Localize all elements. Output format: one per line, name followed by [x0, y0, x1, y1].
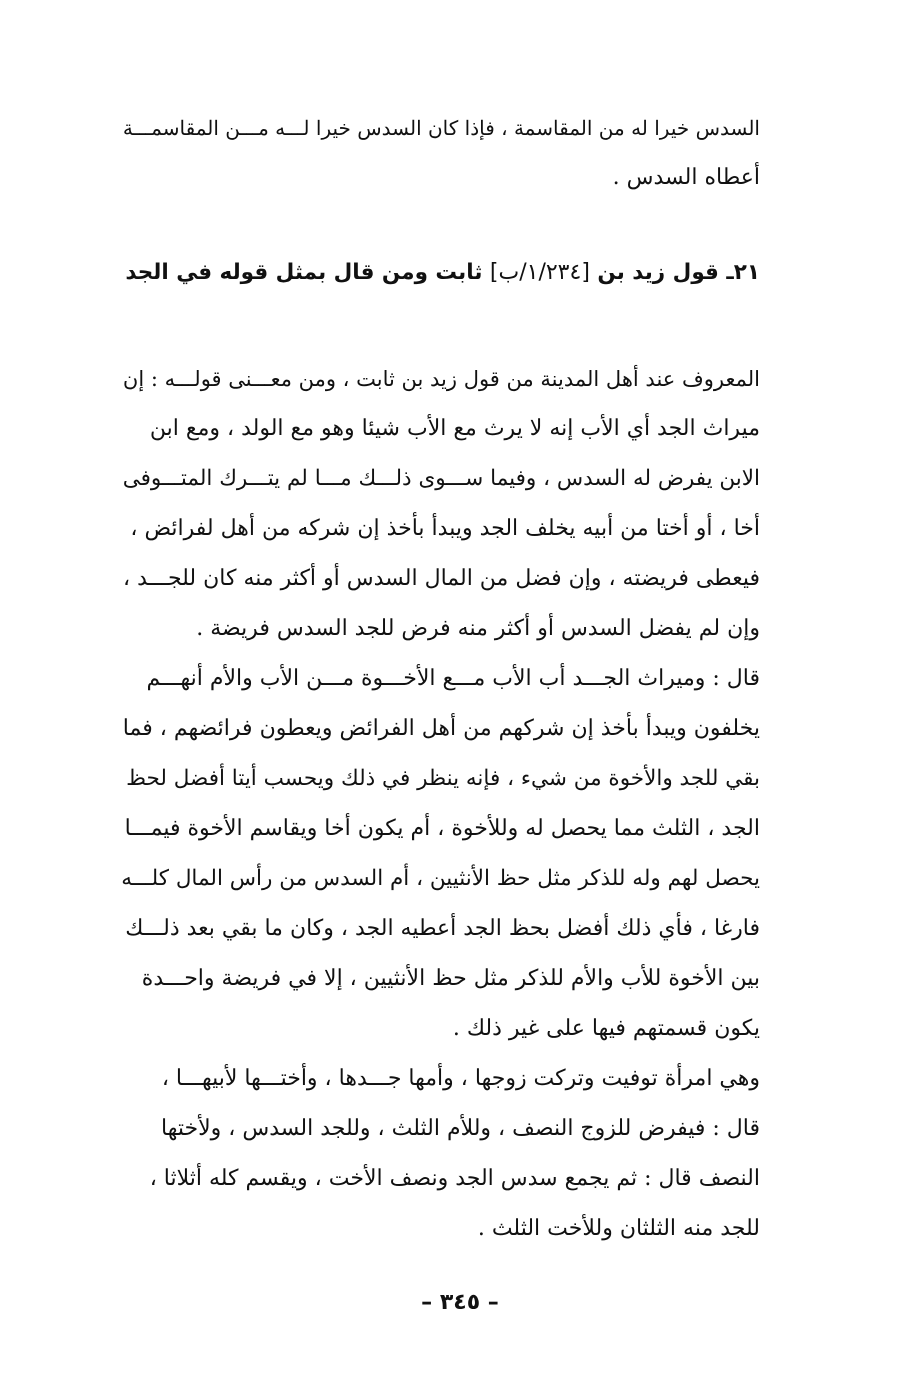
text-line: الابن يفرض له السدس ، وفيما ســـوى ذلـــك مـــا لم يتـــرك المتـــوفى	[122, 466, 760, 491]
text-line: قال : وميراث الجـــد أب الأب مـــع الأخـــوة مـــن الأب والأم أنهـــم	[146, 666, 760, 691]
text-line: النصف قال : ثم يجمع سدس الجد ونصف الأخت ، ويقسم كله أثلاثا ،	[149, 1166, 760, 1191]
heading-reference: [١/٢٣٤/ب]	[489, 260, 590, 285]
text-line: للجد منه الثلثان وللأخت الثلث .	[477, 1216, 760, 1241]
heading-title-end: ثابت ومن قال بمثل قوله في الجد	[125, 260, 483, 285]
text-line: يكون قسمتهم فيها على غير ذلك .	[452, 1016, 760, 1041]
section-heading	[120, 246, 760, 300]
text-line: يحصل لهم وله للذكر مثل حظ الأنثيين ، أم السدس من رأس المال كلـــه	[121, 866, 760, 891]
text-line: السدس خيرا له من المقاسمة ، فإذا كان السدس خيرا لـــه مـــن المقاسمـــة	[122, 116, 760, 140]
text-line: وهي امرأة توفيت وتركت زوجها ، وأمها جـــدها ، وأختـــها لأبيهـــا ،	[161, 1066, 760, 1091]
page-number: – ٣٤٥ –	[421, 1290, 499, 1315]
text-line: الجد ، الثلث مما يحصل له وللأخوة ، أم يكون أخا ويقاسم الأخوة فيمـــا	[124, 816, 760, 841]
heading-number: ٢١ـ	[726, 260, 760, 285]
text-line: فارغا ، فأي ذلك أفضل بحظ الجد أعطيه الجد ، وكان ما بقي بعد ذلـــك	[125, 916, 760, 941]
text-line: بقي للجد والأخوة من شيء ، فإنه ينظر في ذلك ويحسب أيتا أفضل لحظ	[126, 766, 760, 791]
text-line: فيعطى فريضته ، وإن فضل من المال السدس أو أكثر منه كان للجـــد ،	[122, 566, 760, 591]
text-line: المعروف عند أهل المدينة من قول زيد بن ثابت ، ومن معـــنى قولـــه : إن	[122, 367, 760, 391]
heading-title-start: قول زيد بن	[597, 260, 719, 285]
text-line: يخلفون ويبدأ بأخذ إن شركهم من أهل الفرائض ويعطون فرائضهم ، فما	[122, 716, 760, 741]
text-line: وإن لم يفضل السدس أو أكثر منه فرض للجد السدس فريضة .	[196, 616, 760, 641]
text-line: قال : فيفرض للزوج النصف ، وللأم الثلث ، وللجد السدس ، ولأختها	[161, 1116, 760, 1141]
text-line: ميراث الجد أي الأب إنه لا يرث مع الأب شيئا وهو مع الولد ، ومع ابن	[149, 416, 760, 441]
text-line: أعطاه السدس .	[612, 165, 760, 190]
text-line: أخا ، أو أختا من أبيه يخلف الجد ويبدأ بأخذ إن شركه من أهل لفرائض ،	[130, 516, 760, 541]
intro-paragraph	[120, 103, 760, 203]
text-line: بين الأخوة للأب والأم للذكر مثل حظ الأنثيين ، إلا في فريضة واحـــدة	[141, 966, 760, 991]
body-paragraphs	[120, 354, 760, 1254]
